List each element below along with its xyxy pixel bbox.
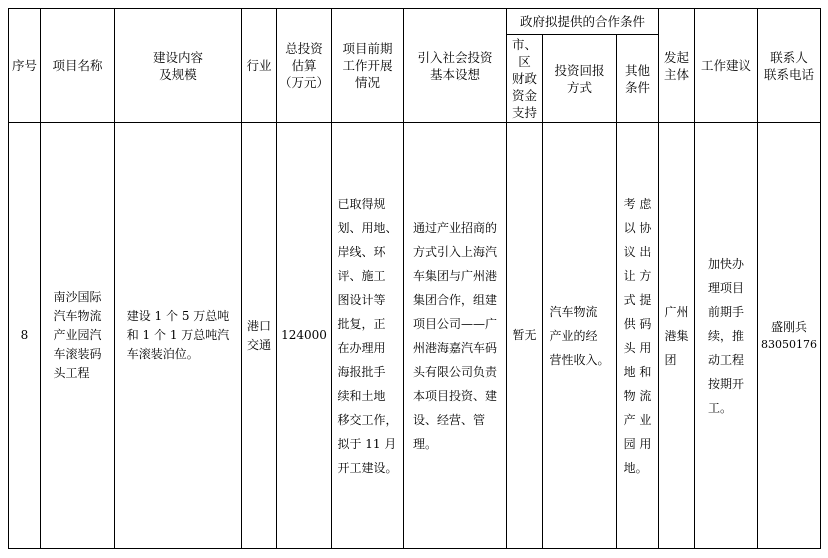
cell-suggestion-text: 加快办 理项目 前期手 续，推 动工程 按期开 工。 <box>707 256 744 415</box>
project-table <box>8 8 821 549</box>
header-suggestion: 工作建议 <box>695 9 758 123</box>
cell-investment: 124000 <box>277 123 332 549</box>
header-fiscal <box>507 35 543 123</box>
cell-other-text: 考 虑 以 协 议 出 让 方 式 提 供 码 头 用 地 和 物 流 产 业 园 用 地。 <box>623 196 652 475</box>
cell-fiscal: 暂无 <box>507 123 543 549</box>
cell-other <box>617 123 659 549</box>
cell-plan <box>404 123 507 549</box>
cell-content-text: 建设 1 个 5 万总吨 和 1 个 1 万总吨汽 车滚装泊位。 <box>126 309 230 361</box>
cell-industry <box>242 123 277 549</box>
cell-return-text: 汽车物流 产业的经 营性收入。 <box>549 304 610 367</box>
header-prework <box>332 9 404 123</box>
header-content-text: 建设内容 及规模 <box>152 49 203 82</box>
header-investment <box>277 9 332 123</box>
cell-return <box>543 123 617 549</box>
cell-initiator <box>659 123 695 549</box>
header-return-text: 投资回报 方式 <box>554 62 605 95</box>
header-contact <box>758 9 821 123</box>
header-initiator-text: 发起 主体 <box>663 49 689 82</box>
header-industry: 行业 <box>242 9 277 123</box>
header-name: 项目名称 <box>41 9 115 123</box>
cell-plan-text: 通过产业招商的 方式引入上海汽 车集团与广州港 集团合作，组建 项目公司——广 州港海嘉汽车码 头有限公司负责 本项目投资、建 设、经营、管 理。 <box>412 220 497 451</box>
cell-industry-text: 港口 交通 <box>246 318 271 352</box>
header-plan-text: 引入社会投资 基本设想 <box>417 49 493 82</box>
contact-phone: 83050176 <box>761 337 817 351</box>
cell-content <box>115 123 242 549</box>
header-plan <box>404 9 507 123</box>
cell-suggestion <box>695 123 758 549</box>
cell-name-text: 南沙国际 汽车物流 产业园汽 车滚装码 头工程 <box>53 290 102 380</box>
header-prework-text: 项目前期 工作开展 情况 <box>342 41 393 90</box>
header-contact-text: 联系人 联系电话 <box>763 49 814 82</box>
header-return <box>543 35 617 123</box>
contact-name: 盛刚兵 <box>770 319 807 334</box>
cell-seq: 8 <box>9 123 41 549</box>
header-gov-group: 政府拟提供的合作条件 <box>507 9 659 35</box>
header-seq: 序号 <box>9 9 41 123</box>
cell-initiator-text: 广州 港集 团 <box>664 304 689 367</box>
cell-prework-text: 已取得规 划、用地、 岸线、环 评、施工 图设计等 批复，正 在办理用 海报批手 续和土地 移交工作， 拟于 11 月 开工建设。 <box>337 196 398 475</box>
header-investment-text: 总投资 估算 （万元） <box>278 41 329 90</box>
header-other <box>617 35 659 123</box>
header-content <box>115 9 242 123</box>
header-fiscal-text: 市、区 财政 资金 支持 <box>511 37 537 120</box>
cell-prework <box>332 123 404 549</box>
header-other-text: 其他 条件 <box>624 62 650 95</box>
cell-name <box>41 123 115 549</box>
cell-contact <box>758 123 821 549</box>
header-initiator <box>659 9 695 123</box>
